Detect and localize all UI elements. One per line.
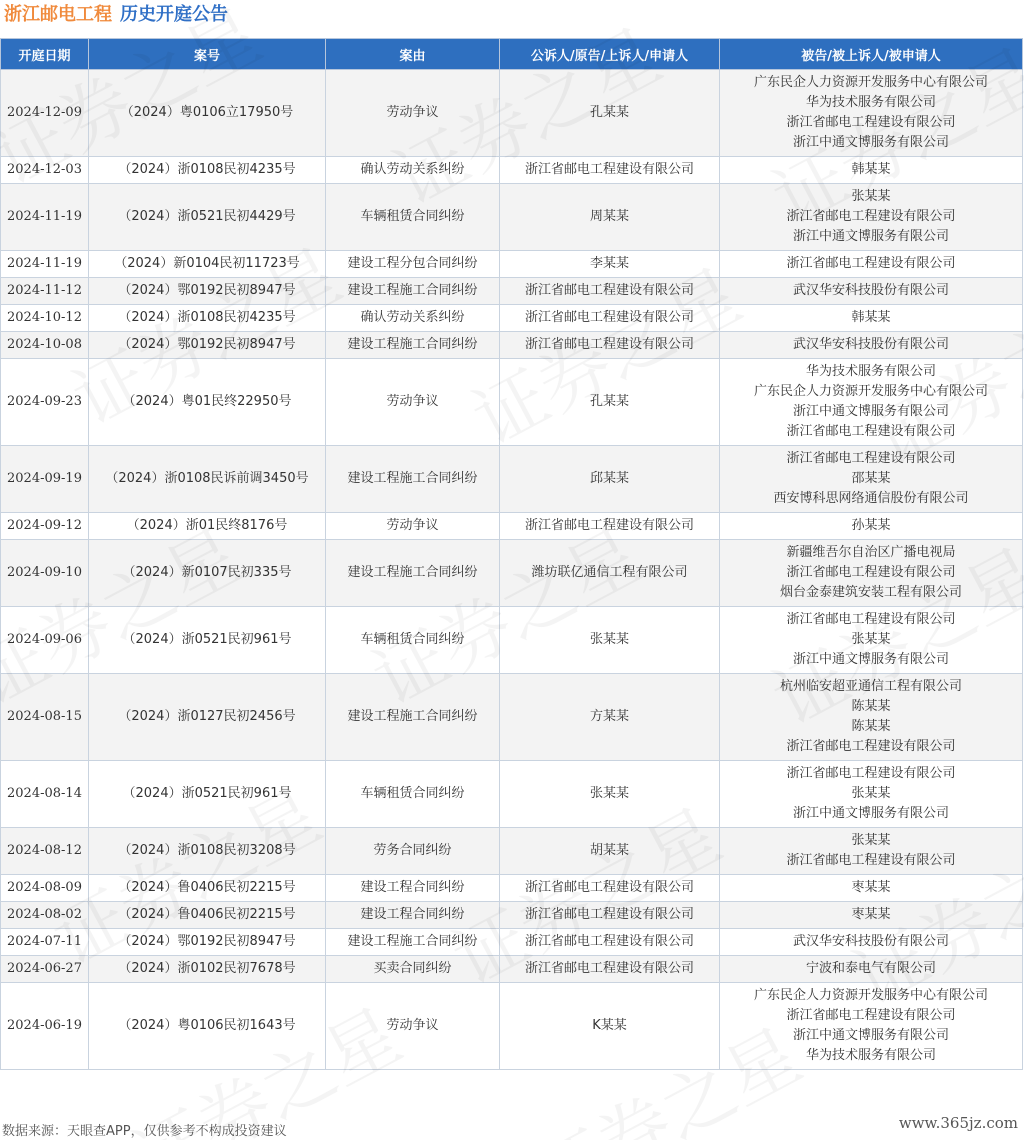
plaintiff-cell: 潍坊联亿通信工程有限公司: [500, 540, 720, 607]
table-row: [1, 761, 1023, 828]
defendant-cell: [720, 70, 1023, 157]
table-row: [1, 674, 1023, 761]
date-cell: 2024-08-12: [1, 828, 89, 875]
table-row: [1, 828, 1023, 875]
defendant-name: 浙江中通文博服务有限公司: [792, 229, 949, 244]
date-cell: 2024-09-06: [1, 607, 89, 674]
table-row: [1, 956, 1023, 983]
plaintiff-cell: 浙江省邮电工程建设有限公司: [500, 956, 720, 983]
case-no-cell: （2024）鲁0406民初2215号: [89, 875, 326, 902]
case-no-cell: （2024）浙01民终8176号: [89, 513, 326, 540]
plaintiff-cell: 周某某: [500, 184, 720, 251]
date-cell: 2024-06-19: [1, 983, 89, 1070]
defendant-name: 华为技术服务有限公司: [805, 364, 936, 379]
case-no-cell: （2024）新0107民初335号: [89, 540, 326, 607]
cause-cell: 建设工程施工合同纠纷: [326, 540, 500, 607]
plaintiff-cell: 方某某: [500, 674, 720, 761]
defendant-name: 武汉华安科技股份有限公司: [792, 337, 949, 352]
cause-cell: 建设工程合同纠纷: [326, 875, 500, 902]
plaintiff-cell: 邱某某: [500, 446, 720, 513]
defendant-name: 浙江省邮电工程建设有限公司: [786, 424, 956, 439]
cause-cell: 确认劳动关系纠纷: [326, 157, 500, 184]
date-cell: 2024-09-23: [1, 359, 89, 446]
defendant-name: 浙江省邮电工程建设有限公司: [786, 766, 956, 781]
defendant-name: 华为技术服务有限公司: [805, 1048, 936, 1063]
table-header-row: [1, 39, 1023, 70]
date-cell: 2024-10-12: [1, 305, 89, 332]
col-header-defendant: 被告/被上诉人/被申请人: [720, 39, 1023, 70]
defendant-name: 浙江省邮电工程建设有限公司: [786, 115, 956, 130]
defendant-name: 韩某某: [851, 310, 891, 325]
defendant-name: 武汉华安科技股份有限公司: [792, 934, 949, 949]
cause-cell: 建设工程施工合同纠纷: [326, 332, 500, 359]
page-subtitle: 历史开庭公告: [120, 4, 228, 25]
cause-cell: 买卖合同纠纷: [326, 956, 500, 983]
defendant-cell: [720, 875, 1023, 902]
case-no-cell: （2024）浙0108民初4235号: [89, 157, 326, 184]
cause-cell: 建设工程分包合同纠纷: [326, 251, 500, 278]
plaintiff-cell: 浙江省邮电工程建设有限公司: [500, 929, 720, 956]
case-no-cell: （2024）浙0102民初7678号: [89, 956, 326, 983]
defendant-cell: [720, 956, 1023, 983]
defendant-name: 韩某某: [851, 162, 891, 177]
date-cell: 2024-08-09: [1, 875, 89, 902]
cause-cell: 车辆租赁合同纠纷: [326, 761, 500, 828]
plaintiff-cell: 浙江省邮电工程建设有限公司: [500, 902, 720, 929]
plaintiff-cell: K某某: [500, 983, 720, 1070]
defendant-name: 浙江省邮电工程建设有限公司: [786, 739, 956, 754]
defendant-cell: [720, 902, 1023, 929]
defendant-name: 孙某某: [851, 518, 891, 533]
defendant-name: 浙江省邮电工程建设有限公司: [786, 612, 956, 627]
defendant-name: 西安博科思网络通信股份有限公司: [773, 491, 969, 506]
date-cell: 2024-08-14: [1, 761, 89, 828]
table-row: [1, 540, 1023, 607]
defendant-cell: [720, 607, 1023, 674]
defendant-name: 张某某: [851, 189, 891, 204]
date-cell: 2024-09-12: [1, 513, 89, 540]
case-no-cell: （2024）浙0108民诉前调3450号: [89, 446, 326, 513]
plaintiff-cell: 孔某某: [500, 359, 720, 446]
defendant-name: 广东民企人力资源开发服务中心有限公司: [753, 988, 988, 1003]
defendant-name: 枣某某: [851, 880, 891, 895]
date-cell: 2024-12-09: [1, 70, 89, 157]
col-header-case-no: 案号: [89, 39, 326, 70]
col-header-date: 开庭日期: [1, 39, 89, 70]
cause-cell: 劳动争议: [326, 513, 500, 540]
page-title: [4, 2, 228, 28]
table-row: [1, 983, 1023, 1070]
defendant-name: 浙江省邮电工程建设有限公司: [786, 853, 956, 868]
plaintiff-cell: 浙江省邮电工程建设有限公司: [500, 278, 720, 305]
date-cell: 2024-07-11: [1, 929, 89, 956]
case-no-cell: （2024）新0104民初11723号: [89, 251, 326, 278]
plaintiff-cell: 浙江省邮电工程建设有限公司: [500, 305, 720, 332]
date-cell: 2024-12-03: [1, 157, 89, 184]
data-source-note: 数据来源：天眼查APP，仅供参考不构成投资建议: [2, 1124, 287, 1139]
defendant-name: 张某某: [851, 632, 891, 647]
defendant-name: 浙江中通文博服务有限公司: [792, 1028, 949, 1043]
table-row: [1, 902, 1023, 929]
cause-cell: 劳动争议: [326, 359, 500, 446]
defendant-cell: [720, 184, 1023, 251]
defendant-cell: [720, 540, 1023, 607]
table-row: [1, 184, 1023, 251]
cause-cell: 劳动争议: [326, 983, 500, 1070]
defendant-cell: [720, 929, 1023, 956]
cause-cell: 车辆租赁合同纠纷: [326, 184, 500, 251]
case-no-cell: （2024）鄂0192民初8947号: [89, 332, 326, 359]
table-row: [1, 332, 1023, 359]
table-row: [1, 70, 1023, 157]
case-no-cell: （2024）粤0106立17950号: [89, 70, 326, 157]
defendant-cell: [720, 983, 1023, 1070]
col-header-plaintiff: 公诉人/原告/上诉人/申请人: [500, 39, 720, 70]
defendant-name: 武汉华安科技股份有限公司: [792, 283, 949, 298]
table-row: [1, 875, 1023, 902]
defendant-name: 新疆维吾尔自治区广播电视局: [786, 545, 956, 560]
case-no-cell: （2024）浙0108民初3208号: [89, 828, 326, 875]
table-row: [1, 278, 1023, 305]
defendant-name: 浙江省邮电工程建设有限公司: [786, 451, 956, 466]
table-row: [1, 607, 1023, 674]
plaintiff-cell: 浙江省邮电工程建设有限公司: [500, 332, 720, 359]
defendant-cell: [720, 446, 1023, 513]
plaintiff-cell: 浙江省邮电工程建设有限公司: [500, 157, 720, 184]
cause-cell: 建设工程施工合同纠纷: [326, 446, 500, 513]
date-cell: 2024-11-19: [1, 184, 89, 251]
defendant-cell: [720, 513, 1023, 540]
plaintiff-cell: 张某某: [500, 607, 720, 674]
defendant-name: 杭州临安超亚通信工程有限公司: [779, 679, 962, 694]
case-no-cell: （2024）浙0521民初961号: [89, 761, 326, 828]
defendant-cell: [720, 359, 1023, 446]
plaintiff-cell: 胡某某: [500, 828, 720, 875]
defendant-name: 枣某某: [851, 907, 891, 922]
defendant-name: 浙江省邮电工程建设有限公司: [786, 209, 956, 224]
date-cell: 2024-09-19: [1, 446, 89, 513]
table-row: [1, 446, 1023, 513]
defendant-cell: [720, 332, 1023, 359]
defendant-name: 浙江省邮电工程建设有限公司: [786, 1008, 956, 1023]
defendant-name: 广东民企人力资源开发服务中心有限公司: [753, 75, 988, 90]
col-header-cause: 案由: [326, 39, 500, 70]
plaintiff-cell: 李某某: [500, 251, 720, 278]
defendant-name: 浙江中通文博服务有限公司: [792, 404, 949, 419]
defendant-name: 陈某某: [851, 699, 891, 714]
date-cell: 2024-11-12: [1, 278, 89, 305]
company-name: 浙江邮电工程: [4, 4, 112, 25]
cause-cell: 劳动争议: [326, 70, 500, 157]
case-no-cell: （2024）浙0108民初4235号: [89, 305, 326, 332]
table-row: [1, 251, 1023, 278]
case-no-cell: （2024）浙0521民初4429号: [89, 184, 326, 251]
defendant-name: 烟台金泰建筑安装工程有限公司: [779, 585, 962, 600]
plaintiff-cell: 浙江省邮电工程建设有限公司: [500, 513, 720, 540]
defendant-name: 邵某某: [851, 471, 891, 486]
defendant-name: 华为技术服务有限公司: [805, 95, 936, 110]
defendant-name: 浙江中通文博服务有限公司: [792, 652, 949, 667]
cause-cell: 建设工程施工合同纠纷: [326, 929, 500, 956]
table-row: [1, 157, 1023, 184]
defendant-cell: [720, 674, 1023, 761]
date-cell: 2024-08-15: [1, 674, 89, 761]
defendant-name: 浙江中通文博服务有限公司: [792, 135, 949, 150]
site-watermark: www.365jz.com: [898, 1114, 1018, 1132]
table-row: [1, 305, 1023, 332]
defendant-cell: [720, 761, 1023, 828]
cause-cell: 劳务合同纠纷: [326, 828, 500, 875]
defendant-name: 陈某某: [851, 719, 891, 734]
cause-cell: 车辆租赁合同纠纷: [326, 607, 500, 674]
plaintiff-cell: 孔某某: [500, 70, 720, 157]
defendant-name: 浙江中通文博服务有限公司: [792, 806, 949, 821]
table-row: [1, 513, 1023, 540]
defendant-cell: [720, 305, 1023, 332]
table-body: [1, 70, 1023, 1070]
defendant-cell: [720, 278, 1023, 305]
defendant-cell: [720, 251, 1023, 278]
case-no-cell: （2024）浙0521民初961号: [89, 607, 326, 674]
defendant-name: 宁波和泰电气有限公司: [805, 961, 936, 976]
case-no-cell: （2024）鄂0192民初8947号: [89, 929, 326, 956]
case-no-cell: （2024）粤01民终22950号: [89, 359, 326, 446]
defendant-cell: [720, 828, 1023, 875]
cause-cell: 确认劳动关系纠纷: [326, 305, 500, 332]
date-cell: 2024-10-08: [1, 332, 89, 359]
defendant-name: 浙江省邮电工程建设有限公司: [786, 565, 956, 580]
plaintiff-cell: 浙江省邮电工程建设有限公司: [500, 875, 720, 902]
cause-cell: 建设工程施工合同纠纷: [326, 674, 500, 761]
table-row: [1, 359, 1023, 446]
case-no-cell: （2024）鄂0192民初8947号: [89, 278, 326, 305]
defendant-name: 浙江省邮电工程建设有限公司: [786, 256, 956, 271]
date-cell: 2024-09-10: [1, 540, 89, 607]
date-cell: 2024-06-27: [1, 956, 89, 983]
hearing-table: [0, 38, 1023, 1070]
case-no-cell: （2024）粤0106民初1643号: [89, 983, 326, 1070]
date-cell: 2024-08-02: [1, 902, 89, 929]
defendant-name: 广东民企人力资源开发服务中心有限公司: [753, 384, 988, 399]
cause-cell: 建设工程施工合同纠纷: [326, 278, 500, 305]
date-cell: 2024-11-19: [1, 251, 89, 278]
plaintiff-cell: 张某某: [500, 761, 720, 828]
defendant-name: 张某某: [851, 833, 891, 848]
defendant-cell: [720, 157, 1023, 184]
cause-cell: 建设工程合同纠纷: [326, 902, 500, 929]
case-no-cell: （2024）浙0127民初2456号: [89, 674, 326, 761]
defendant-name: 张某某: [851, 786, 891, 801]
case-no-cell: （2024）鲁0406民初2215号: [89, 902, 326, 929]
table-row: [1, 929, 1023, 956]
